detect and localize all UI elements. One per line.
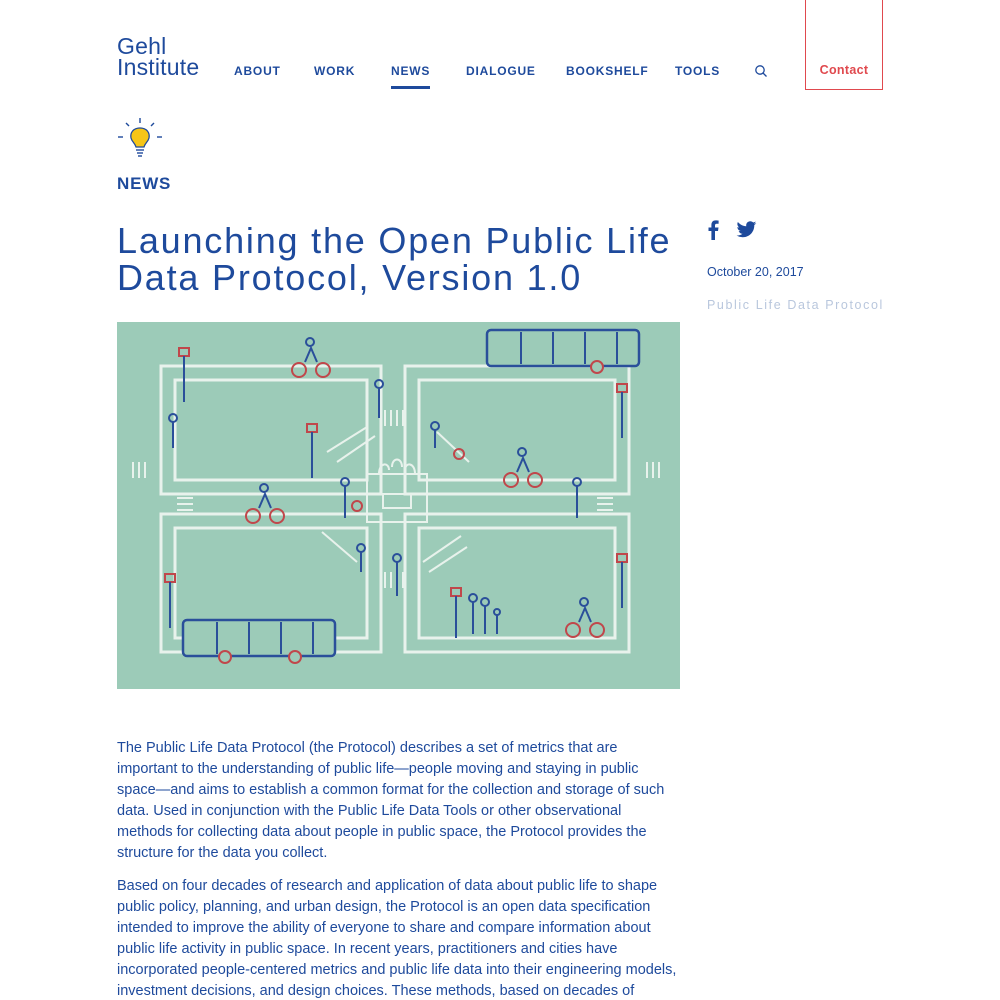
logo-line-2: Institute [117,54,200,80]
article-body [117,738,680,1000]
search-icon[interactable] [754,64,768,78]
article-tag[interactable]: Public Life Data Protocol [707,298,884,312]
logo-line-1: Gehl [117,33,167,59]
nav-bookshelf[interactable]: BOOKSHELF [566,64,649,78]
article-title: Launching the Open Public Life Data Protocol, Version 1.0 [117,220,672,298]
article-paragraph-2: Based on four decades of research and application of data about public life to shape public policy, planning, and urban design, the Protocol is an open data specification intended to improve the ability of everyone to share and compare information about public life activity in public space. In recent years, practitioners and cities have incorporated people-centered metrics and public life data into their engineering models, investment decisions, and design choices. These methods, based on decades of [117,878,677,999]
article-paragraph-1: The Public Life Data Protocol (the Protocol) describes a set of metrics that are important to the understanding of public life—people moving and staying in public space—and aims to establish a common format for the collection and storage of such data. Used in conjunction with the Public Life Data Tools or other observational methods for collecting data about people in public space, the Protocol provides the structure for the data you collect. [117,740,665,861]
nav-about[interactable]: ABOUT [234,64,281,78]
share-buttons [707,220,757,240]
article-date: October 20, 2017 [707,265,804,279]
lightbulb-icon [116,117,164,161]
nav-dialogue[interactable]: DIALOGUE [466,64,536,78]
contact-button[interactable] [805,0,883,90]
nav-news[interactable]: NEWS [391,64,431,78]
facebook-icon[interactable] [707,220,719,240]
twitter-icon[interactable] [735,221,757,239]
nav-tools[interactable]: TOOLS [675,64,721,78]
section-label: NEWS [117,174,172,193]
logo[interactable] [117,33,200,80]
contact-label: Contact [819,63,869,77]
hero-illustration [117,322,680,689]
nav-work[interactable]: WORK [314,64,356,78]
